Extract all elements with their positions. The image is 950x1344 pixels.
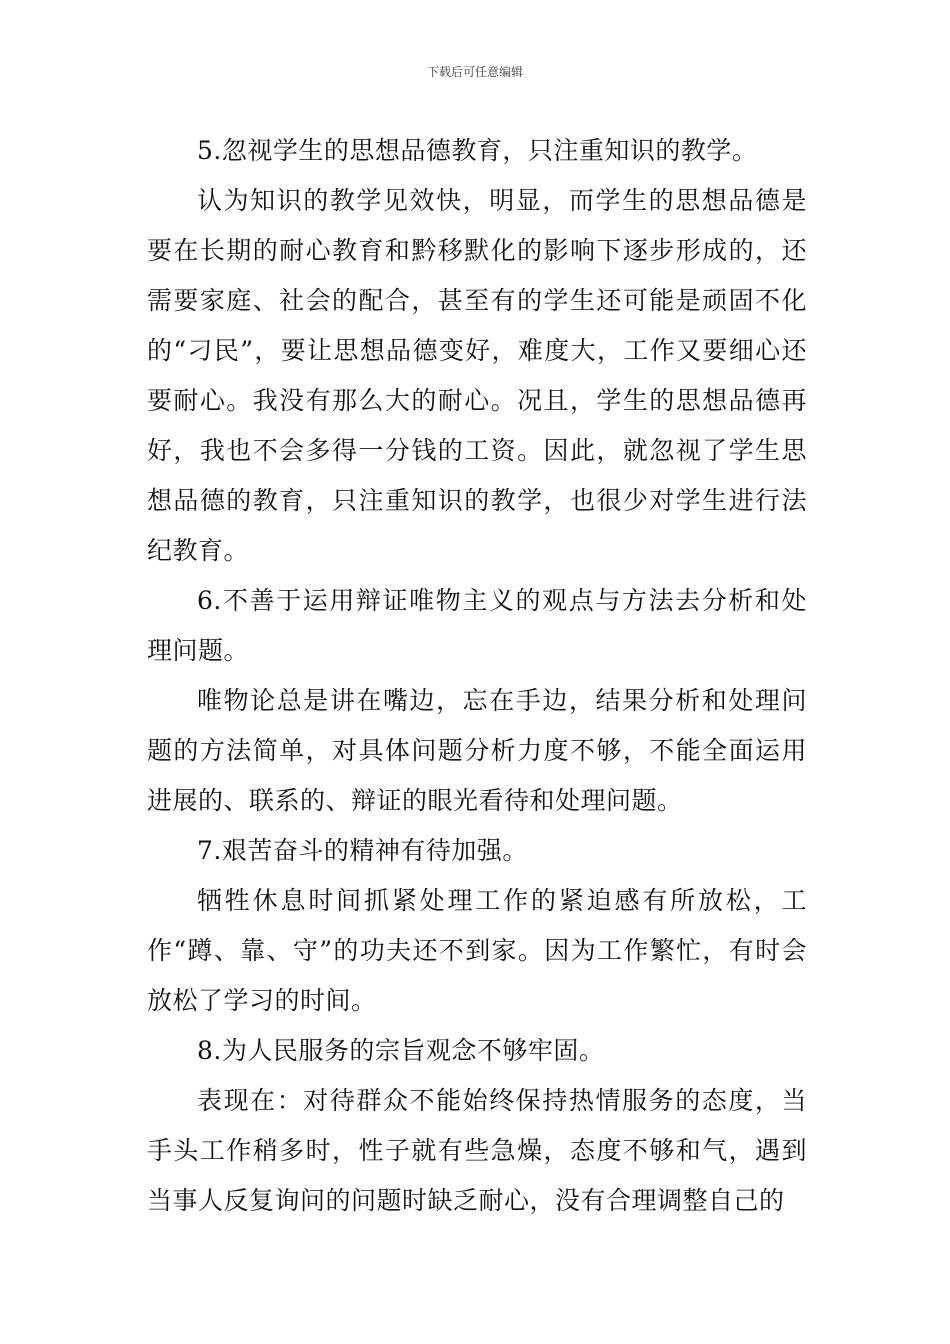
document-body [147, 126, 807, 1226]
paragraph-item-5: 认为知识的教学见效快，明显，而学生的思想品德是要在长期的耐心教育和黔移默化的影响下逐步形成的，还需要家庭、社会的配合，甚至有的学生还可能是顽固不化的“刁民”，要让思想品德变好，难度大，工作又要细心还要耐心。我没有那么大的耐心。况且，学生的思想品德再好，我也不会多得一分钱的工资。因此，就忽视了学生思想品德的教育，只注重知识的教学，也很少对学生进行法纪教育。 [147, 186, 807, 565]
paragraph-item-7: 牺牲休息时间抓紧处理工作的紧迫感有所放松，工作“蹲、靠、守”的功夫还不到家。因为工作繁忙，有时会放松了学习的时间。 [147, 886, 807, 1015]
heading-item-6: 6.不善于运用辩证唯物主义的观点与方法去分析和处理问题。 [147, 586, 807, 665]
paragraph-item-6: 唯物论总是讲在嘴边，忘在手边，结果分析和处理问题的方法简单，对具体问题分析力度不够，不能全面运用进展的、联系的、辩证的眼光看待和处理问题。 [147, 686, 807, 815]
heading-item-7: 7.艰苦奋斗的精神有待加强。 [197, 836, 528, 865]
heading-item-5: 5.忽视学生的思想品德教育，只注重知识的教学。 [197, 136, 758, 165]
page-header: 下载后可任意编辑 [426, 65, 523, 79]
heading-item-8: 8.为人民服务的宗旨观念不够牢固。 [197, 1036, 605, 1065]
paragraph-item-8: 表现在：对待群众不能始终保持热情服务的态度，当手头工作稍多时，性子就有些急燥，态度不够和气，遇到当事人反复询问的问题时缺乏耐心，没有合理调整自己的 [147, 1086, 807, 1215]
